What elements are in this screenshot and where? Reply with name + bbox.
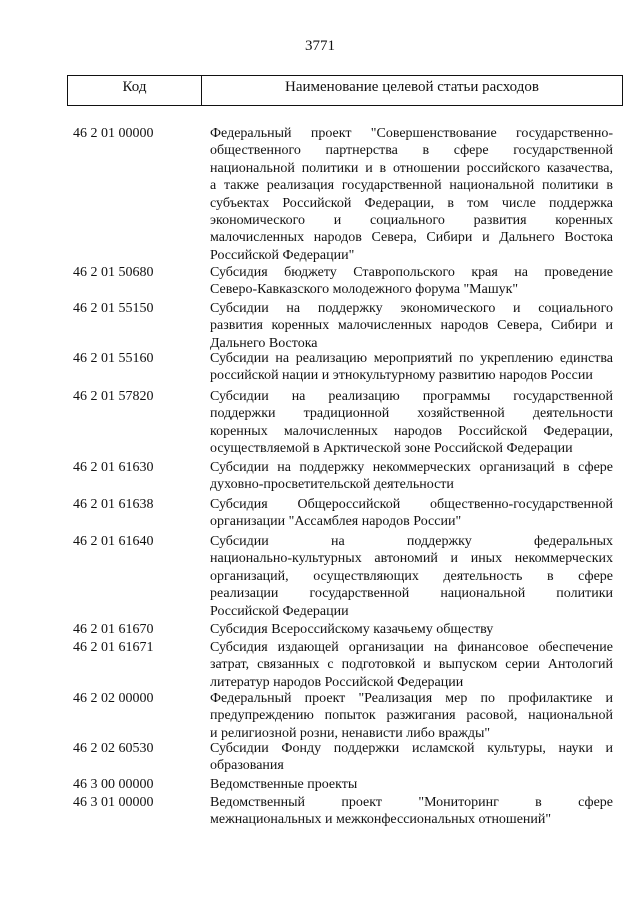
name-line: Субсидии на поддержку некоммерческих организаций в сфере xyxy=(210,460,613,475)
target-name xyxy=(210,794,613,829)
name-line: Субсидии Фонду поддержки исламской культуры, науки и xyxy=(210,741,613,756)
target-name xyxy=(210,350,613,385)
target-name xyxy=(210,125,613,264)
target-name xyxy=(210,264,613,299)
target-name xyxy=(210,388,613,458)
name-line: Федеральный проект "Реализация мер по профилактике и xyxy=(210,691,613,706)
target-code: 46 2 01 55160 xyxy=(73,351,154,366)
name-line: экономического и социального развития коренных xyxy=(210,213,613,229)
target-name xyxy=(210,776,613,793)
name-line: развития коренных малочисленных народов Севера, Сибири и xyxy=(210,318,613,334)
target-name xyxy=(210,459,613,494)
name-line: Субсидии на реализацию мероприятий по укреплению единства xyxy=(210,351,613,366)
target-code: 46 2 01 55150 xyxy=(73,301,154,316)
target-name xyxy=(210,300,613,352)
name-line: Субсидия Всероссийскому казачьему обществу xyxy=(210,622,494,637)
name-line: малочисленных народов Севера, Сибири и Дальнего Востока xyxy=(210,230,613,246)
target-name xyxy=(210,533,613,620)
name-line: осуществляемой в Арктической зоне Российской Федерации xyxy=(210,441,573,457)
name-line: образования xyxy=(210,758,284,774)
name-line: Субсидии на реализацию программы государственной xyxy=(210,389,613,404)
name-line: Российской Федерации xyxy=(210,603,349,619)
name-line: и религиозной розни, ненависти либо вражды" xyxy=(210,725,491,741)
target-code: 46 3 00 00000 xyxy=(73,777,154,792)
name-line: Федеральный проект "Совершенствование государственно- xyxy=(210,126,613,141)
target-code: 46 2 01 61671 xyxy=(73,640,154,655)
target-name xyxy=(210,639,613,691)
name-line: Субсидии на поддержку федеральных xyxy=(210,534,613,549)
target-name xyxy=(210,621,613,638)
target-code: 46 2 01 61630 xyxy=(73,460,154,475)
target-name xyxy=(210,496,613,531)
name-line: Российской Федерации" xyxy=(210,247,355,263)
name-line: Субсидия Общероссийской общественно-государственной xyxy=(210,497,613,512)
name-line: субъектах Российской Федерации, в том числе поддержка xyxy=(210,195,613,211)
name-line: реализации государственной национальной политики xyxy=(210,586,613,602)
name-line: российской нации и этнокультурному развитию народов России xyxy=(210,368,593,384)
name-line: литератур народов Российской Федерации xyxy=(210,674,464,690)
name-line: затрат, связанных с подготовкой и выпуском серии Антологий xyxy=(210,657,613,673)
name-line: национально-культурных автономий и иных некоммерческих xyxy=(210,551,613,567)
name-line: поддержки традиционной хозяйственной деятельности xyxy=(210,406,613,422)
header-name-column: Наименование целевой статьи расходов xyxy=(285,79,539,95)
target-code: 46 2 02 00000 xyxy=(73,691,154,706)
page-number: 3771 xyxy=(305,38,335,54)
target-name xyxy=(210,690,613,742)
target-code: 46 2 01 61638 xyxy=(73,497,154,512)
name-line: предупреждению попыток разжигания расовой, национальной xyxy=(210,708,613,724)
target-code: 46 2 01 00000 xyxy=(73,126,154,141)
name-line: Северо-Кавказского молодежного форума "Машук" xyxy=(210,282,519,298)
name-line: Субсидии на поддержку экономического и социального xyxy=(210,301,613,316)
target-name xyxy=(210,740,613,775)
name-line: а также реализация государственной национальной политики в xyxy=(210,178,613,194)
name-line: коренных малочисленных народов Российской Федерации, xyxy=(210,423,613,439)
target-code: 46 2 01 57820 xyxy=(73,389,154,404)
name-line: духовно-просветительской деятельности xyxy=(210,477,454,493)
target-code: 46 2 01 61670 xyxy=(73,622,154,637)
name-line: Дальнего Востока xyxy=(210,335,318,351)
target-code: 46 3 01 00000 xyxy=(73,795,154,810)
name-line: общественного партнерства в сфере государственной xyxy=(210,143,613,159)
name-line: межнациональных и межконфессиональных отношений" xyxy=(210,812,552,828)
name-line: Ведомственные проекты xyxy=(210,777,358,792)
name-line: национальной политики и в отношении российского казачества, xyxy=(210,160,613,176)
name-line: организации "Ассамблея народов России" xyxy=(210,514,462,530)
name-line: организаций, осуществляющих деятельность в сфере xyxy=(210,568,613,584)
target-code: 46 2 02 60530 xyxy=(73,741,154,756)
header-code-column: Код xyxy=(68,76,202,105)
target-code: 46 2 01 50680 xyxy=(73,265,154,280)
name-line: Субсидия издающей организации на финансовое обеспечение xyxy=(210,640,613,655)
target-code: 46 2 01 61640 xyxy=(73,534,154,549)
name-line: Ведомственный проект "Мониторинг в сфере xyxy=(210,795,613,810)
name-line: Субсидия бюджету Ставропольского края на проведение xyxy=(210,265,613,280)
